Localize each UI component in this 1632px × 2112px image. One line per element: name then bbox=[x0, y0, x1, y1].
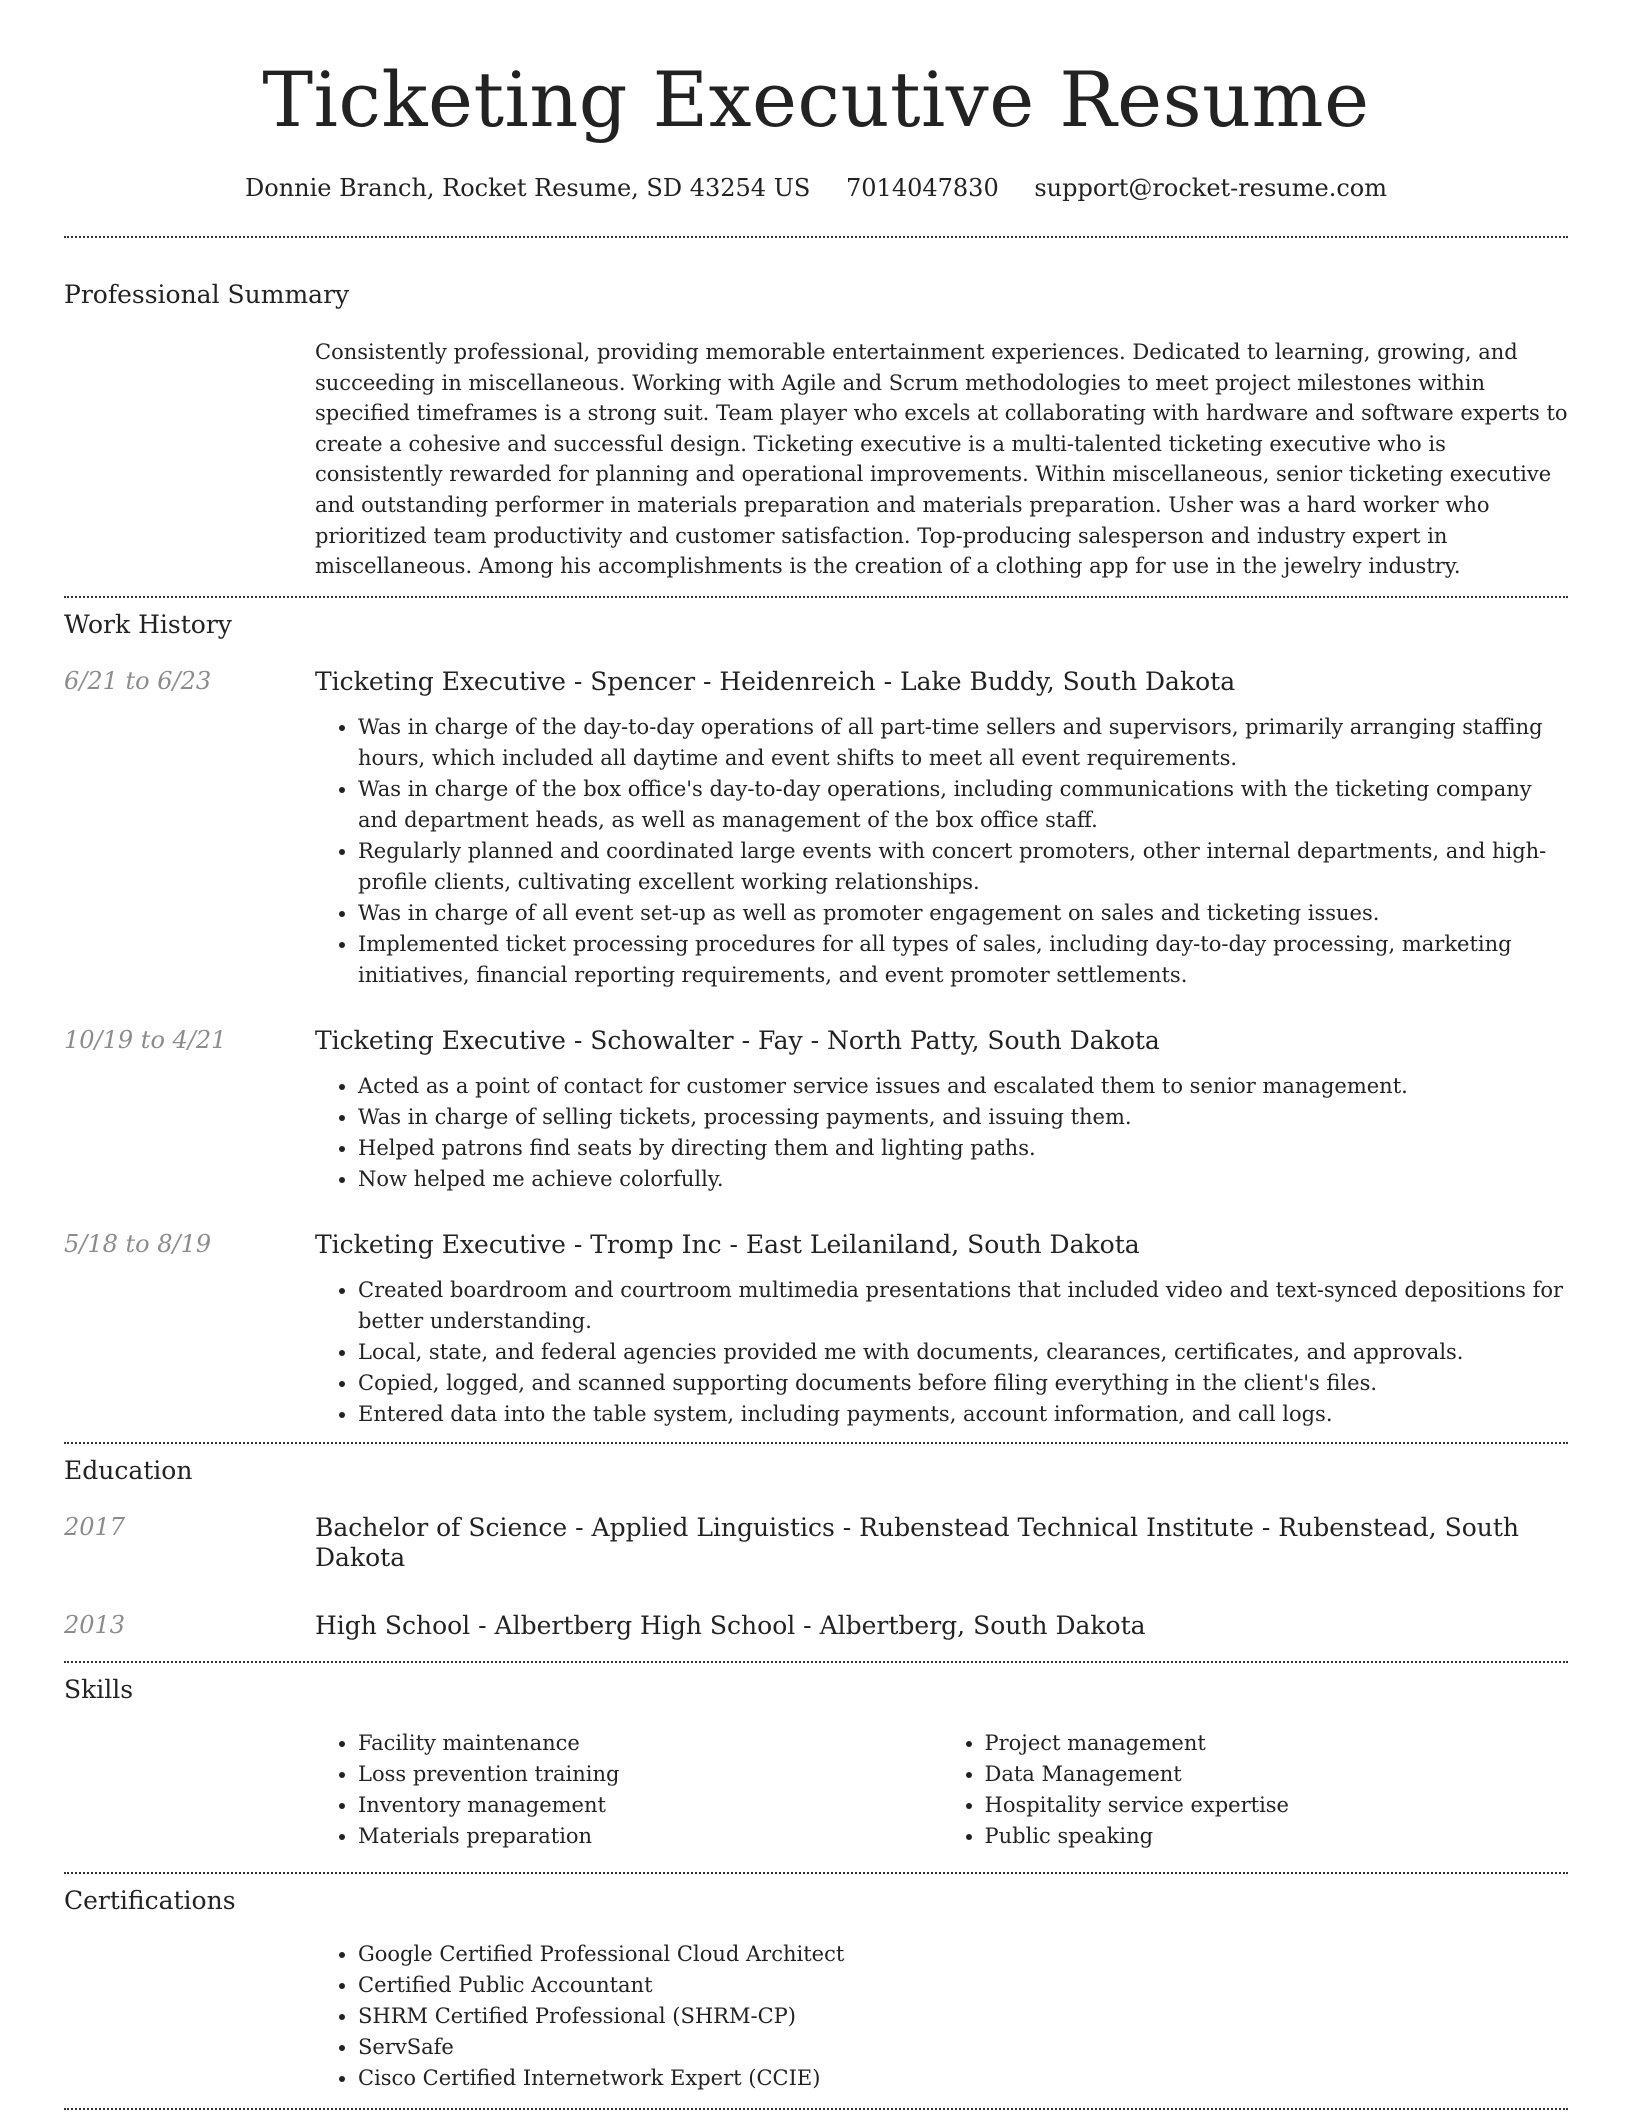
job-header bbox=[64, 1026, 1568, 1056]
skill-item: • Facility maintenance bbox=[358, 1728, 942, 1759]
section-divider bbox=[64, 2108, 1568, 2110]
job-bullet: • Was in charge of selling tickets, processing payments, and issuing them. bbox=[358, 1102, 1568, 1133]
job-bullet: • Was in charge of all event set-up as well as promoter engagement on sales and ticketing issues. bbox=[358, 898, 1568, 929]
job-entry bbox=[64, 1230, 1568, 1430]
contact-line bbox=[64, 174, 1568, 202]
certification-item: • ServSafe bbox=[358, 2032, 1568, 2063]
education-entry bbox=[64, 1611, 1568, 1641]
job-bullet: • Copied, logged, and scanned supporting documents before filing everything in the client's files. bbox=[358, 1368, 1568, 1399]
job-body bbox=[64, 1056, 1568, 1195]
job-entry bbox=[64, 1026, 1568, 1195]
education-detail: Bachelor of Science - Applied Linguistics - Rubenstead Technical Institute - Rubenstead, South Dakota bbox=[315, 1512, 1519, 1572]
skill-item: • Materials preparation bbox=[358, 1821, 942, 1852]
job-bullets bbox=[315, 712, 1568, 991]
skill-item: • Loss prevention training bbox=[358, 1759, 942, 1790]
contact-email: support@rocket-resume.com bbox=[1034, 174, 1387, 202]
education-year: 2013 bbox=[64, 1610, 126, 1639]
job-header bbox=[64, 1230, 1568, 1260]
certifications-block bbox=[64, 1915, 1568, 2094]
job-bullets bbox=[315, 1071, 1568, 1195]
job-body bbox=[64, 1260, 1568, 1430]
job-bullet: • Created boardroom and courtroom multimedia presentations that included video and text-synced depositions for better understanding. bbox=[358, 1275, 1568, 1337]
skill-item: • Data Management bbox=[985, 1759, 1569, 1790]
contact-phone: 7014047830 bbox=[846, 174, 999, 202]
job-bullet: • Regularly planned and coordinated large events with concert promoters, other internal departments, and high-profile clients, cultivating excellent working relationships. bbox=[358, 836, 1568, 898]
job-entry bbox=[64, 667, 1568, 991]
job-body bbox=[64, 697, 1568, 991]
summary-heading: Professional Summary bbox=[64, 280, 350, 309]
job-bullet: • Helped patrons find seats by directing them and lighting paths. bbox=[358, 1133, 1568, 1164]
job-bullet: • Local, state, and federal agencies provided me with documents, clearances, certificates, and approvals. bbox=[358, 1337, 1568, 1368]
skill-item: • Project management bbox=[985, 1728, 1569, 1759]
summary-text: Consistently professional, providing memorable entertainment experiences. Dedicated to learning, growing, and succeeding in miscellaneous. Working with Agile and Scrum methodologies to meet project milestones within specified timeframes is a strong suit. Team player who excels at collaborating with hardware and software experts to create a cohesive and successful design. Ticketing executive is a multi-talented ticketing executive who is consistently rewarded for planning and operational improvements. Within miscellaneous, senior ticketing executive and outstanding performer in materials preparation and materials preparation. Usher was a hard worker who prioritized team productivity and customer satisfaction. Top-producing salesperson and industry expert in miscellaneous. Among his accomplishments is the creation of a clothing app for use in the jewelry industry. bbox=[315, 340, 1568, 579]
education-entry bbox=[64, 1513, 1568, 1573]
job-bullet: • Now helped me achieve colorfully. bbox=[358, 1164, 1568, 1195]
certifications-list bbox=[315, 1939, 1568, 2094]
job-title: Ticketing Executive - Schowalter - Fay - North Patty, South Dakota bbox=[315, 1025, 1160, 1055]
job-header bbox=[64, 667, 1568, 697]
job-bullet: • Implemented ticket processing procedures for all types of sales, including day-to-day processing, marketing initiatives, financial reporting requirements, and event promoter settlements. bbox=[358, 929, 1568, 991]
skills-grid bbox=[315, 1704, 1568, 1852]
certification-item: • Certified Public Accountant bbox=[358, 1970, 1568, 2001]
certifications-heading: Certifications bbox=[64, 1885, 236, 1915]
education-detail: High School - Albertberg High School - Albertberg, South Dakota bbox=[315, 1610, 1146, 1640]
certification-item: • Cisco Certified Internetwork Expert (CCIE) bbox=[358, 2063, 1568, 2094]
skill-item: • Public speaking bbox=[985, 1821, 1569, 1852]
skills-list-right bbox=[942, 1728, 1569, 1852]
skills-list-left bbox=[315, 1728, 942, 1852]
job-bullets bbox=[315, 1275, 1568, 1430]
work-history-heading: Work History bbox=[64, 609, 232, 639]
certification-item: • SHRM Certified Professional (SHRM-CP) bbox=[358, 2001, 1568, 2032]
job-bullet: • Entered data into the table system, including payments, account information, and call logs. bbox=[358, 1399, 1568, 1430]
certification-item: • Google Certified Professional Cloud Architect bbox=[358, 1939, 1568, 1970]
education-heading: Education bbox=[64, 1455, 193, 1485]
skills-heading: Skills bbox=[64, 1674, 134, 1704]
contact-address: Donnie Branch, Rocket Resume, SD 43254 US bbox=[245, 174, 811, 202]
resume-title: Ticketing Executive Resume bbox=[262, 55, 1370, 144]
job-dates: 5/18 to 8/19 bbox=[64, 1229, 212, 1258]
job-bullet: • Acted as a point of contact for customer service issues and escalated them to senior management. bbox=[358, 1071, 1568, 1102]
education-year: 2017 bbox=[64, 1512, 126, 1541]
job-title: Ticketing Executive - Spencer - Heidenreich - Lake Buddy, South Dakota bbox=[315, 666, 1236, 696]
job-bullet: • Was in charge of the box office's day-to-day operations, including communications with the ticketing company and department heads, as well as management of the box office staff. bbox=[358, 774, 1568, 836]
skill-item: • Hospitality service expertise bbox=[985, 1790, 1569, 1821]
job-title: Ticketing Executive - Tromp Inc - East Leilaniland, South Dakota bbox=[315, 1229, 1140, 1259]
job-dates: 6/21 to 6/23 bbox=[64, 666, 212, 695]
job-bullet: • Was in charge of the day-to-day operations of all part-time sellers and supervisors, primarily arranging staffing hours, which included all daytime and event shifts to meet all event requirements. bbox=[358, 712, 1568, 774]
skill-item: • Inventory management bbox=[358, 1790, 942, 1821]
job-dates: 10/19 to 4/21 bbox=[64, 1025, 227, 1054]
